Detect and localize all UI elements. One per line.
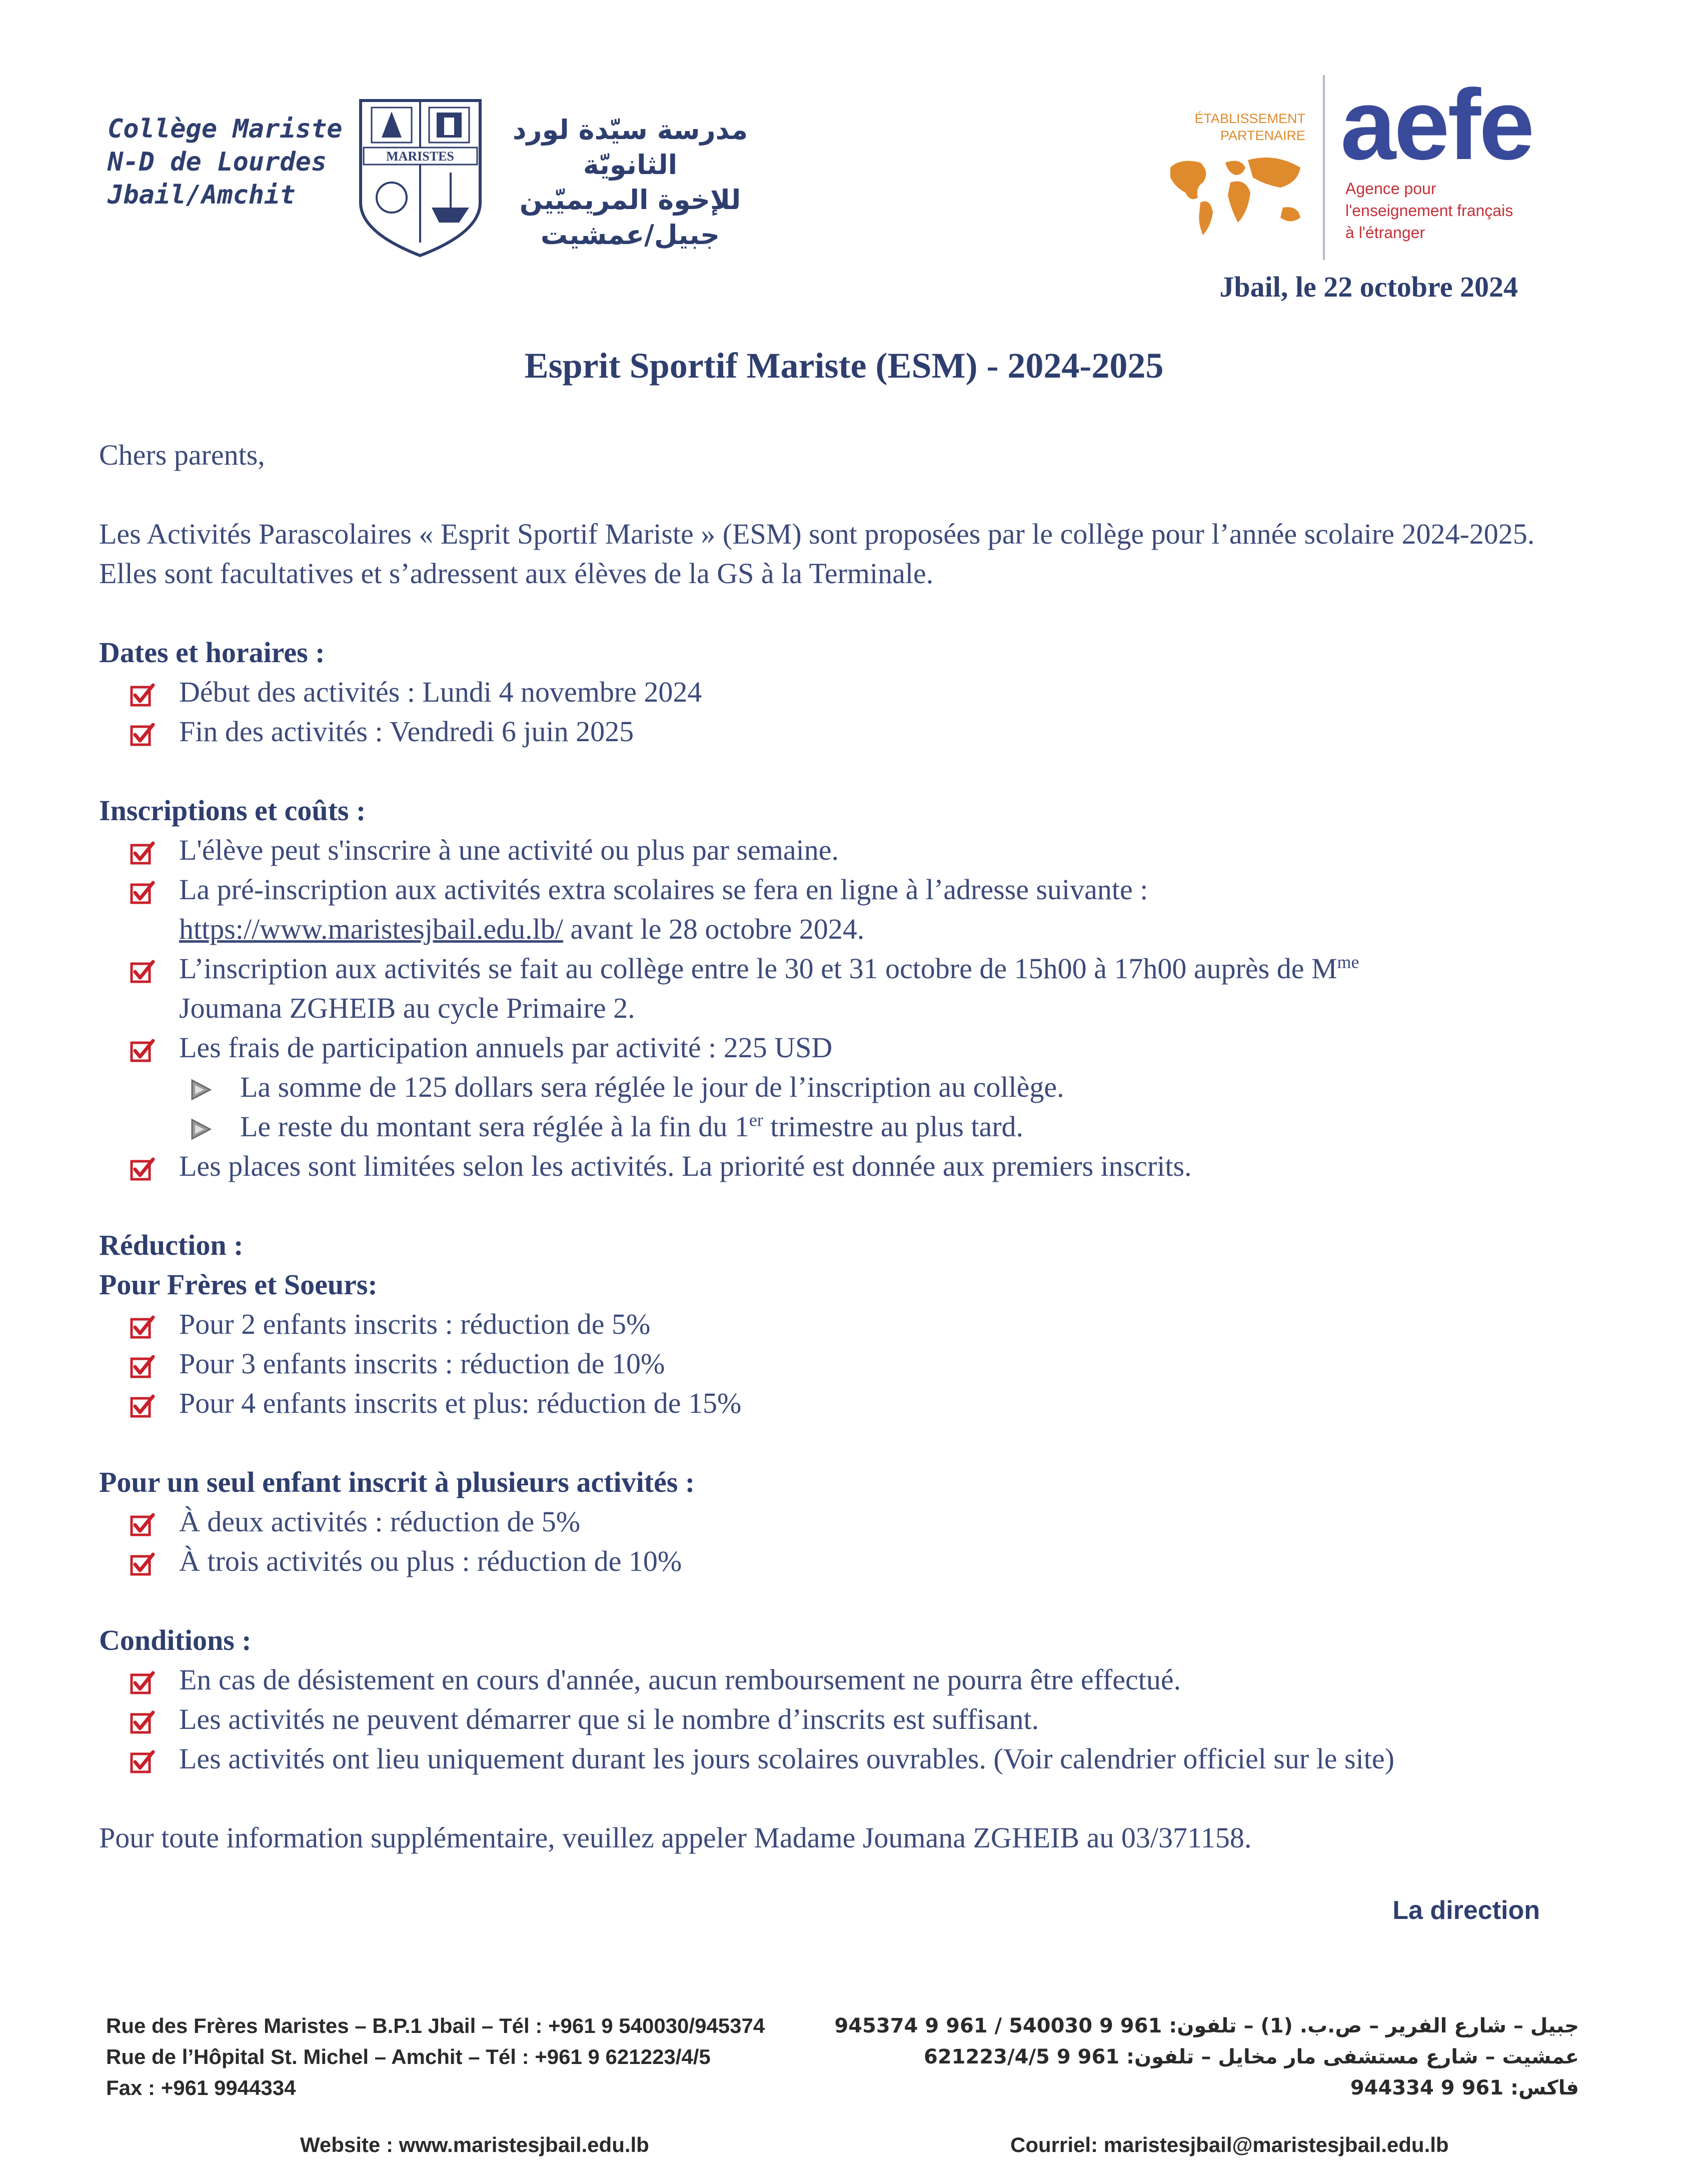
checkbox-checked-icon	[130, 1709, 155, 1734]
superscript: er	[749, 1110, 763, 1130]
sub-list-item	[99, 1107, 1569, 1146]
list-item-text: L’inscription aux activités se fait au collège entre le 30 et 31 octobre de 15h00 à 17h00 auprès de M	[179, 952, 1337, 985]
list-item-text: Début des activités : Lundi 4 novembre 2024	[179, 676, 702, 708]
footer-line: جبيل – شارع الفرير – ص.ب. (1) – تلفون: 961 9 540030 / 961 9 945374	[834, 2014, 1579, 2037]
list-item	[99, 1028, 1569, 1067]
list-item-text: La somme de 125 dollars sera réglée le jour de l’inscription au collège.	[240, 1071, 1064, 1103]
footer-line: عمشيت – شارع مستشفى مار مخايل – تلفون: 961 9 621223/4/5	[924, 2045, 1579, 2068]
registration-link[interactable]: https://www.maristesjbail.edu.lb/	[179, 913, 563, 945]
school-crest-logo	[357, 98, 484, 258]
intro-paragraph: Les Activités Parascolaires « Esprit Sportif Mariste » (ESM) sont proposées par le collège pour l’année scolaire 2024-2025. Elles sont facultatives et s’adressent aux élèves de la GS à la Terminale.	[99, 518, 1535, 590]
list-item	[99, 712, 1569, 751]
checkbox-checked-icon	[130, 1393, 155, 1418]
footer-line: Rue de l’Hôpital St. Michel – Amchit – Tél : +961 9 621223/4/5	[106, 2045, 711, 2068]
sub-list-item	[99, 1067, 1569, 1107]
footer-website[interactable]: Website : www.maristesjbail.edu.lb	[300, 2133, 649, 2156]
school-name-ar-line: مدرسة سيّدة لورد الثانويّة	[512, 114, 748, 181]
checkbox-checked-icon	[130, 1354, 155, 1379]
list-item	[99, 870, 1569, 949]
section-heading-reduction: Réduction :	[99, 1229, 244, 1261]
aefe-subtitle-line: à l'étranger	[1345, 224, 1425, 242]
checkbox-checked-icon	[130, 682, 155, 707]
checkbox-checked-icon	[130, 722, 155, 747]
list-item-text: À deux activités : réduction de 5%	[179, 1505, 581, 1538]
list-item	[99, 672, 1569, 712]
arrow-bullet-icon	[189, 1078, 212, 1101]
list-item-text: Les places sont limitées selon les activités. La priorité est donnée aux premiers inscrits.	[179, 1150, 1192, 1182]
footer-address-ar	[829, 2010, 1579, 2103]
list-item	[99, 1383, 1569, 1423]
school-name-line: N-D de Lourdes	[108, 147, 327, 177]
list-item-text: En cas de désistement en cours d'année, aucun remboursement ne pourra être effectué.	[179, 1663, 1181, 1696]
aefe-divider	[1323, 75, 1325, 260]
section-heading-conditions: Conditions :	[99, 1624, 252, 1656]
checkbox-checked-icon	[130, 1038, 155, 1063]
list-item-text: La pré-inscription aux activités extra scolaires se fera en ligne à l’adresse suivante :	[179, 873, 1148, 906]
list-item	[99, 1739, 1569, 1778]
letter-body	[99, 435, 1569, 1857]
list-item-text: Pour 4 enfants inscrits et plus: réduction de 15%	[179, 1387, 742, 1419]
list-item	[99, 949, 1569, 1028]
list-item-text: À trois activités ou plus : réduction de 10%	[179, 1545, 682, 1577]
crest-label: MARISTES	[386, 149, 454, 164]
checkbox-checked-icon	[130, 1670, 155, 1695]
list-item-text: Les frais de participation annuels par activité : 225 USD	[179, 1031, 833, 1064]
checkbox-checked-icon	[130, 1314, 155, 1339]
aefe-partner-line: ÉTABLISSEMENT	[1194, 111, 1305, 126]
school-name-line: Jbail/Amchit	[108, 180, 296, 210]
list-item-text: L'élève peut s'inscrire à une activité ou plus par semaine.	[179, 834, 839, 866]
list-item	[99, 1541, 1569, 1581]
signature: La direction	[1392, 1896, 1540, 1925]
aefe-partner-line: PARTENAIRE	[1220, 128, 1305, 143]
list-item	[99, 1344, 1569, 1383]
checkbox-checked-icon	[130, 959, 155, 984]
school-name-line: Collège Mariste	[108, 114, 343, 144]
aefe-logo: aefe	[1340, 69, 1533, 181]
list-item-text: Pour 3 enfants inscrits : réduction de 10%	[179, 1347, 665, 1380]
list-item	[99, 1660, 1569, 1699]
aefe-subtitle-line: Agence pour	[1345, 180, 1436, 198]
list-item-text: Les activités ont lieu uniquement durant les jours scolaires ouvrables. (Voir calendrier officiel sur le site)	[179, 1742, 1394, 1775]
superscript: me	[1337, 952, 1359, 972]
footer-line: فاكس: 961 9 944334	[1350, 2076, 1579, 2099]
list-item	[99, 1699, 1569, 1739]
footer-line: Rue des Frères Maristes – B.P.1 Jbail – Tél : +961 9 540030/945374	[106, 2014, 765, 2037]
list-item	[99, 1502, 1569, 1541]
list-item	[99, 830, 1569, 870]
document-title: Esprit Sportif Mariste (ESM) - 2024-2025	[524, 346, 1164, 386]
checkbox-checked-icon	[130, 880, 155, 905]
section-heading-dates: Dates et horaires :	[99, 636, 325, 669]
section-heading-inscriptions: Inscriptions et coûts :	[99, 794, 366, 827]
school-name-ar	[495, 113, 765, 253]
list-item	[99, 1304, 1569, 1344]
checkbox-checked-icon	[130, 1512, 155, 1537]
list-item-text: Pour 2 enfants inscrits : réduction de 5%	[179, 1308, 651, 1340]
contact-paragraph: Pour toute information supplémentaire, veuillez appeler Madame Joumana ZGHEIB au 03/371158.	[99, 1821, 1252, 1854]
checkbox-checked-icon	[130, 840, 155, 865]
school-name-fr	[108, 113, 343, 212]
aefe-subtitle	[1345, 178, 1513, 244]
arrow-bullet-icon	[189, 1118, 212, 1141]
list-item	[99, 1146, 1569, 1186]
subsection-heading-single: Pour un seul enfant inscrit à plusieurs activités :	[99, 1466, 695, 1498]
list-item-text: Le reste du montant sera réglée à la fin du 1	[240, 1110, 749, 1143]
checkbox-checked-icon	[130, 1749, 155, 1774]
subsection-heading-siblings: Pour Frères et Soeurs:	[99, 1268, 378, 1301]
world-map-icon	[1160, 148, 1310, 243]
aefe-subtitle-line: l'enseignement français	[1345, 202, 1513, 220]
footer-address-fr	[106, 2010, 765, 2103]
letter-date: Jbail, le 22 octobre 2024	[1219, 271, 1518, 303]
list-item-text: Fin des activités : Vendredi 6 juin 2025	[179, 715, 634, 748]
aefe-partner-label	[1165, 110, 1305, 144]
checkbox-checked-icon	[130, 1156, 155, 1181]
school-name-ar-line: للإخوة المريميّين	[519, 184, 741, 216]
list-item-text: trimestre au plus tard.	[763, 1110, 1024, 1143]
footer-email[interactable]: Courriel: maristesjbail@maristesjbail.edu.lb	[1010, 2133, 1449, 2156]
list-item-text: avant le 28 octobre 2024.	[563, 913, 865, 945]
list-item-text: Joumana ZGHEIB au cycle Primaire 2.	[179, 992, 635, 1024]
school-name-ar-line: جبيل/عمشيت	[540, 219, 720, 251]
greeting: Chers parents,	[99, 439, 265, 471]
list-item-text: Les activités ne peuvent démarrer que si le nombre d’inscrits est suffisant.	[179, 1703, 1039, 1735]
checkbox-checked-icon	[130, 1551, 155, 1576]
footer-line: Fax : +961 9944334	[106, 2076, 296, 2099]
